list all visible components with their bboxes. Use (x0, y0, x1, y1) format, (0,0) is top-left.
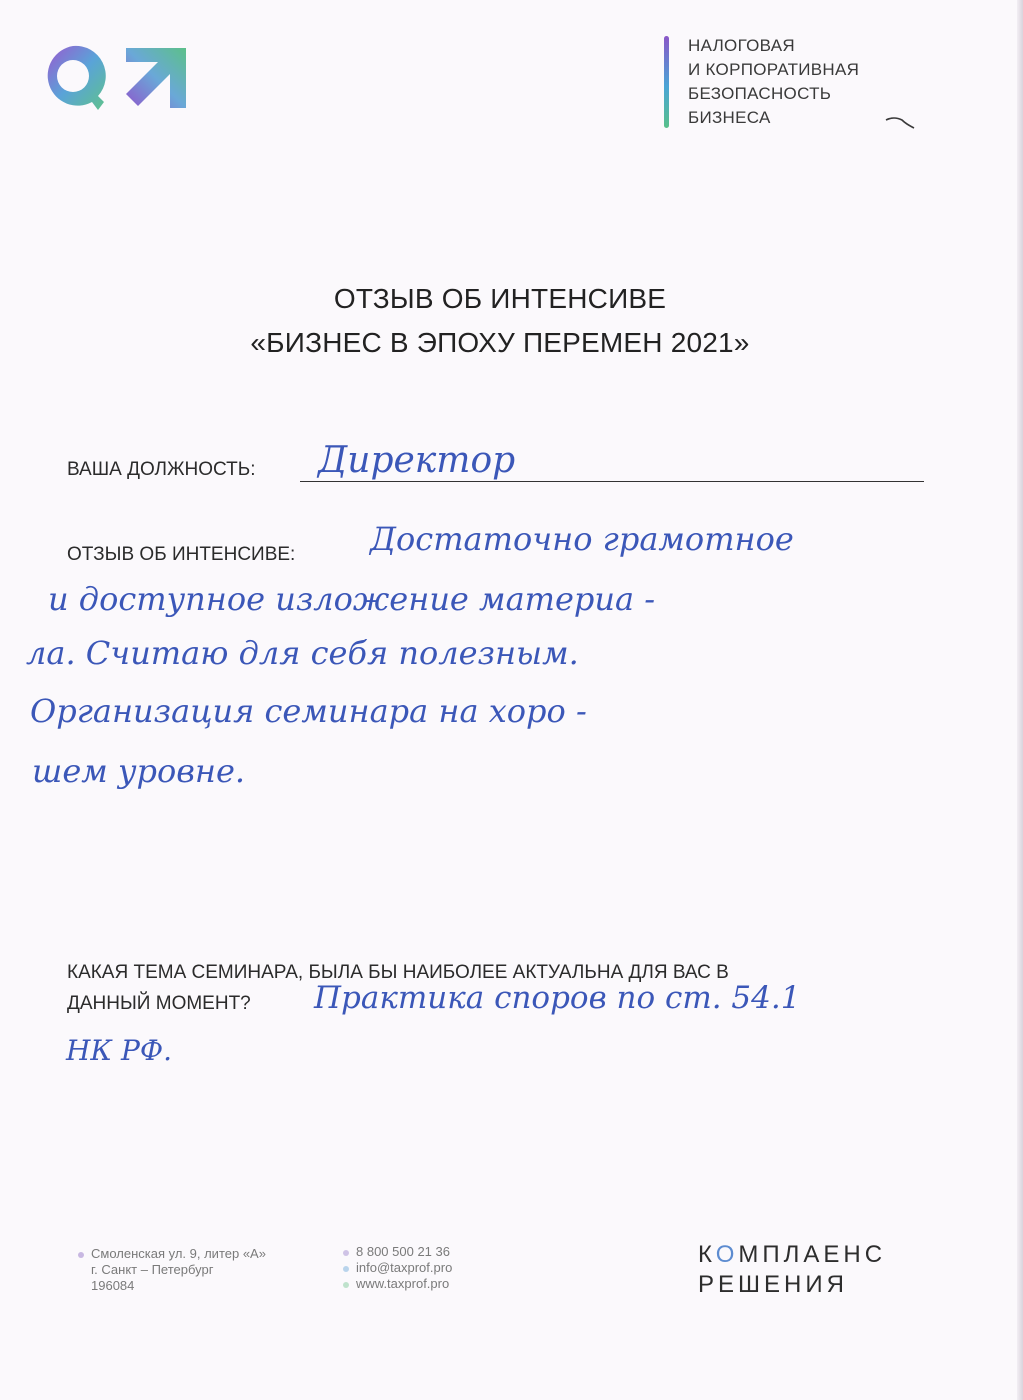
bullet-icon (78, 1252, 84, 1258)
footer-address (78, 1246, 266, 1294)
review-handwritten-line: ла. Считаю для себя полезным. (26, 634, 579, 672)
phone-number: 8 800 500 21 36 (356, 1244, 450, 1259)
review-handwritten-line: Достаточно грамотное (370, 520, 794, 558)
wordmark-part: К (698, 1241, 716, 1268)
phone-icon (343, 1250, 349, 1256)
email-icon (343, 1266, 349, 1272)
review-handwritten-line: шем уровне. (32, 752, 246, 790)
address-line: Смоленская ул. 9, литер «А» (91, 1246, 266, 1261)
brand-line: НАЛОГОВАЯ (688, 36, 795, 55)
topic-label-line-2: ДАННЫЙ МОМЕНТ? (67, 993, 251, 1014)
review-handwritten-line: Организация семинара на хоро - (30, 692, 587, 730)
position-handwritten-value: Директор (318, 440, 516, 481)
address-line: 196084 (91, 1278, 135, 1293)
scan-edge (1017, 0, 1023, 1400)
review-label: ОТЗЫВ ОБ ИНТЕНСИВЕ: (67, 544, 296, 565)
address-line: г. Санкт – Петербург (91, 1262, 214, 1277)
website-url: www.taxprof.pro (356, 1276, 450, 1291)
brand-accent-bar (664, 36, 669, 128)
topic-handwritten-answer: Практика споров по ст. 54.1 (314, 980, 801, 1016)
review-handwritten-line: и доступное изложение материа - (48, 580, 656, 618)
title-line-2: «БИЗНЕС В ЭПОХУ ПЕРЕМЕН 2021» (250, 327, 750, 358)
email-address: info@taxprof.pro (356, 1260, 453, 1275)
pen-stroke-mark-icon (884, 114, 920, 134)
footer-contacts (343, 1244, 452, 1292)
brand-line: И КОРПОРАТИВНАЯ (688, 60, 860, 79)
wordmark-accent-letter: О (715, 1241, 739, 1268)
position-underline (300, 481, 924, 482)
form-title (0, 277, 1000, 365)
wordmark-line-2: РЕШЕНИЯ (698, 1271, 848, 1298)
brand-line: БЕЗОПАСНОСТЬ (688, 84, 832, 103)
title-line-1: ОТЗЫВ ОБ ИНТЕНСИВЕ (333, 283, 667, 314)
web-icon (343, 1282, 349, 1288)
topic-handwritten-answer: НК РФ. (66, 1034, 172, 1067)
company-logo-icon (40, 40, 196, 116)
brand-line: БИЗНЕСА (688, 108, 771, 127)
company-wordmark (698, 1240, 886, 1300)
wordmark-part: МПЛАЕНС (738, 1241, 887, 1268)
position-label: ВАША ДОЛЖНОСТЬ: (67, 459, 256, 480)
topic-label-line-1: КАКАЯ ТЕМА СЕМИНАРА, БЫЛА БЫ НАИБОЛЕЕ АКТУАЛЬНА ДЛЯ ВАС В (67, 962, 729, 983)
